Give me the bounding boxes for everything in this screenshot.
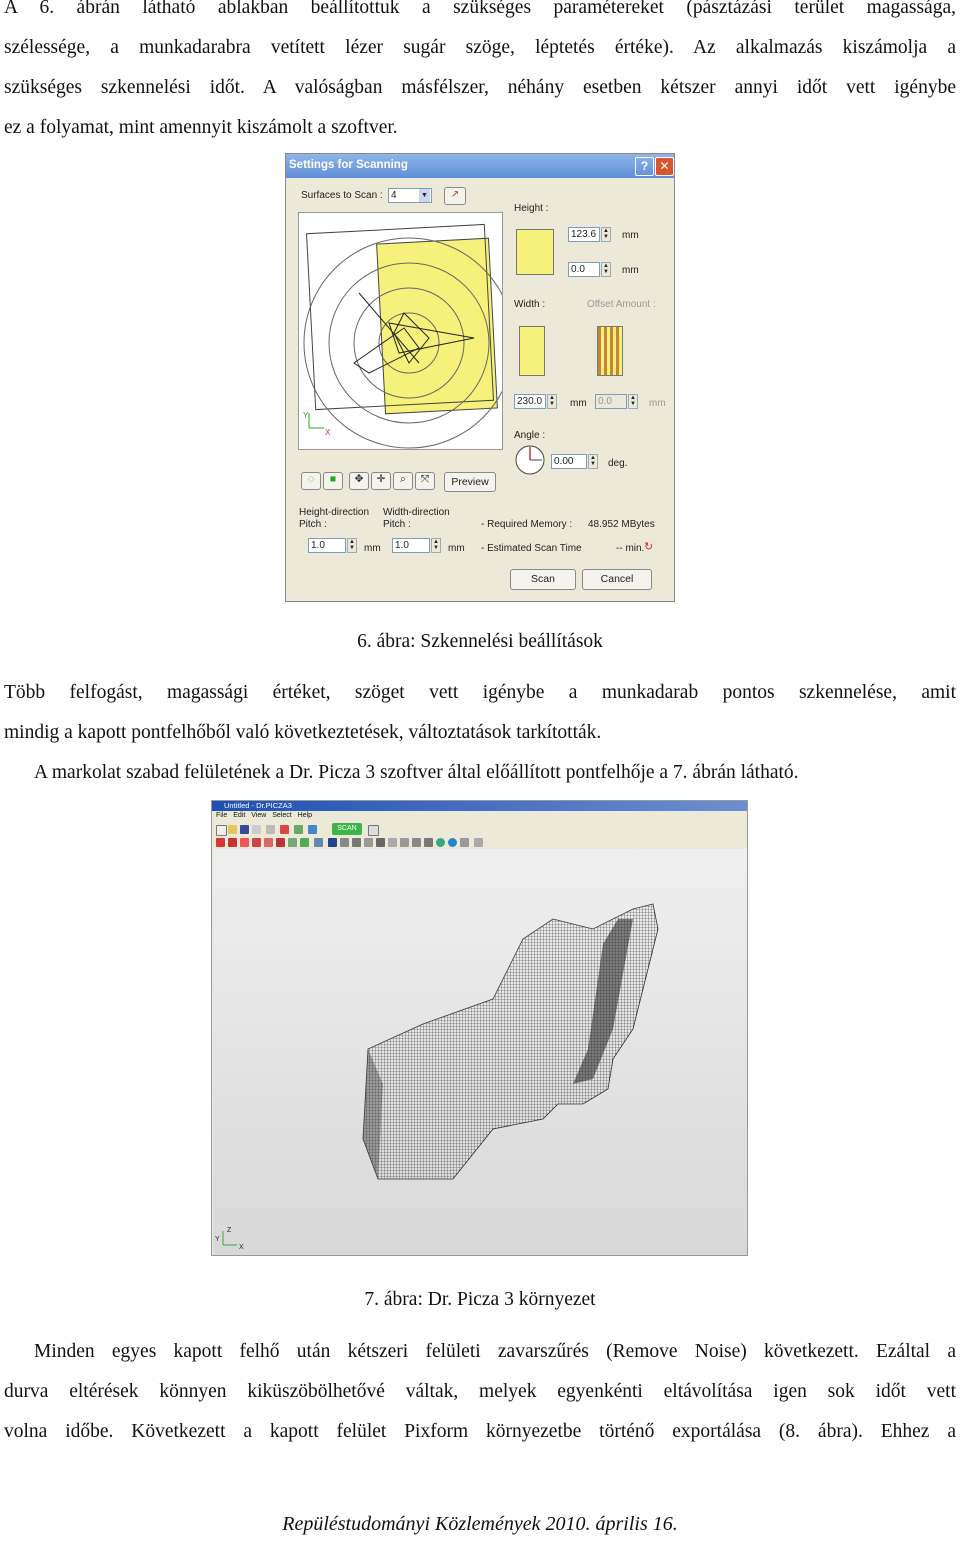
undo-icon[interactable] (280, 825, 289, 834)
front-view-icon[interactable] (424, 838, 433, 847)
scan-button[interactable]: SCAN (332, 823, 362, 835)
paragraph-noise (4, 1332, 956, 1452)
text-line: szélessége, a munkadarabra vetített lézer sugár szöge, léptetés értéke). Az alkalmazás kiszámolja a (4, 37, 956, 58)
offset-swatch (597, 326, 623, 376)
paragraph-scanning (4, 673, 956, 793)
scan-time-label: - Estimated Scan Time (481, 543, 582, 554)
delete-icon[interactable] (240, 838, 249, 847)
rotate-icon[interactable] (276, 838, 285, 847)
axis-x-label: X (325, 428, 331, 437)
chevron-down-icon: ▼ (419, 189, 430, 202)
axis-icon[interactable] (228, 838, 237, 847)
angle-dial-icon[interactable] (514, 444, 546, 476)
fit-icon[interactable] (412, 838, 421, 847)
axis-y-label: Y (303, 411, 309, 420)
offset-amount-label: Offset Amount : (587, 299, 656, 310)
color-icon[interactable] (436, 838, 445, 847)
width-pitch-unit: mm (448, 543, 465, 554)
align-icon[interactable] (252, 838, 261, 847)
preview-button[interactable]: Preview (444, 472, 496, 492)
scale-icon[interactable] (264, 838, 273, 847)
measure-icon[interactable] (216, 838, 225, 847)
height-offset-input[interactable]: 0.0 (568, 262, 600, 277)
menu-edit[interactable]: Edit (233, 812, 246, 819)
height-pitch-label: Height-direction (299, 507, 370, 518)
pointer-icon[interactable] (294, 825, 303, 834)
height-pitch-spinner[interactable]: ▲ ▼ (347, 538, 357, 553)
height-input[interactable]: 123.6 (568, 227, 600, 242)
angle-input[interactable]: 0.00 (551, 454, 587, 469)
scan-button[interactable]: Scan (510, 569, 576, 590)
offset-unit: mm (649, 398, 666, 409)
text-line: mindig a kapott pontfelhőből való következtetések, változtatások tarkították. (4, 722, 602, 743)
box-icon[interactable] (364, 838, 373, 847)
height-pitch-unit: mm (364, 543, 381, 554)
shade-icon[interactable] (448, 838, 457, 847)
width-swatch (519, 326, 545, 376)
picza-toolbar-1 (214, 823, 514, 837)
text-line: Minden egyes kapott felhő után kétszeri felületi zavarszűrés (Remove Noise) következett. Ezáltal a (34, 1341, 956, 1362)
height-unit: mm (622, 230, 639, 241)
angle-spinner[interactable]: ▲ ▼ (588, 454, 598, 469)
height-pitch-input[interactable]: 1.0 (308, 538, 346, 553)
tool-icon[interactable] (308, 825, 317, 834)
picza-titlebar: Untitled - Dr.PICZA3 (212, 801, 747, 811)
width-pitch-input[interactable]: 1.0 (392, 538, 430, 553)
rotate-view-icon[interactable] (400, 838, 409, 847)
text-line: ez a folyamat, mint amennyit kiszámolt a szoftver. (4, 117, 398, 138)
pan-icon[interactable] (376, 838, 385, 847)
paragraph-intro (4, 0, 956, 148)
print-icon[interactable] (252, 825, 261, 834)
mesh-icon[interactable] (300, 838, 309, 847)
filter-icon[interactable] (314, 838, 323, 847)
required-memory-label: - Required Memory : (481, 519, 573, 530)
open-folder-icon[interactable] (228, 825, 237, 834)
select-circle-icon[interactable]: ◌ (301, 472, 321, 490)
figure-7-caption: 7. ábra: Dr. Picza 3 környezet (364, 1289, 596, 1310)
surface-arrow-icon: ↗ (450, 189, 460, 200)
text-line: Több felfogást, magassági értéket, szöget vett igénybe a munkadarab pontos szkennelése, amit (4, 682, 956, 703)
axis-x-label: X (239, 1244, 244, 1251)
surfaces-select[interactable] (388, 188, 432, 203)
zoom-icon[interactable] (388, 838, 397, 847)
dialog-title: Settings for Scanning (289, 159, 408, 171)
height-spinner[interactable]: ▲ ▼ (601, 227, 611, 242)
angle-unit: deg. (608, 458, 628, 469)
help-button[interactable]: ? (635, 157, 654, 176)
offset-spinner[interactable]: ▲ ▼ (628, 394, 638, 409)
offset-input[interactable]: 0.0 (595, 394, 627, 409)
width-label: Width : (514, 299, 546, 310)
points-icon[interactable] (352, 838, 361, 847)
width-input[interactable]: 230.0 (514, 394, 546, 409)
grid-icon[interactable] (288, 838, 297, 847)
menu-file[interactable]: File (216, 812, 228, 819)
settings-icon[interactable] (368, 825, 379, 836)
scan-preview[interactable] (298, 212, 503, 450)
light-icon[interactable] (460, 838, 469, 847)
height-pitch-label-2: Pitch : (299, 519, 327, 530)
settings-dialog (285, 153, 675, 602)
info-icon[interactable] (474, 838, 483, 847)
height-offset-unit: mm (622, 265, 639, 276)
menu-select[interactable]: Select (272, 812, 292, 819)
axis-y-label: Y (215, 1236, 220, 1243)
menu-help[interactable]: Help (297, 812, 313, 819)
width-unit: mm (570, 398, 587, 409)
fit-view-icon[interactable]: ⤧ (415, 472, 435, 490)
close-button[interactable]: ✕ (655, 157, 674, 176)
scan-preview-drawing (299, 213, 502, 449)
text-line: durva eltérések könnyen kiküszöbölhetővé váltak, melyek egyenkénti eltávolítása igen sok időt vett (4, 1381, 956, 1402)
picza-menubar (212, 811, 747, 821)
text-line: A 6. ábrán látható ablakban beállítottuk a szükséges paramétereket (pásztázási terület magassága, (4, 0, 956, 18)
angle-label: Angle : (514, 430, 546, 441)
text-line: szükséges szkennelési időt. A valóságban másfélszer, néhány esetben kétszer annyi időt vett igénybe (4, 77, 956, 98)
zoom-icon[interactable]: ⌕ (393, 472, 413, 490)
menu-view[interactable]: View (251, 812, 267, 819)
select-rect-icon[interactable]: ■ (323, 472, 343, 490)
pan-icon[interactable]: ✛ (371, 472, 391, 490)
text-line: A markolat szabad felületének a Dr. Picza 3 szoftver által előállított pontfelhője a 7. ábrán látható. (34, 762, 799, 783)
wireframe-icon[interactable] (340, 838, 349, 847)
width-pitch-spinner[interactable]: ▲ ▼ (431, 538, 441, 553)
new-file-icon[interactable] (216, 825, 227, 836)
axis-z-label: Z (227, 1227, 232, 1234)
move-icon[interactable]: ✥ (349, 472, 369, 490)
text-line: volna időbe. Következett a kapott felület Pixform környezetbe történő exportálása (8. ábra). Ehhez a (4, 1421, 956, 1442)
save-icon[interactable] (240, 825, 249, 834)
3d-viewport[interactable] (213, 849, 747, 1255)
required-memory-value: 48.952 MBytes (588, 519, 655, 530)
width-pitch-label-2: Pitch : (383, 519, 411, 530)
page-footer: Repüléstudományi Közlemények 2010. április 16. (282, 1513, 678, 1535)
surface-tool-button[interactable] (444, 187, 466, 205)
picza-window (211, 800, 748, 1256)
height-swatch (516, 229, 554, 275)
surface-icon[interactable] (328, 838, 337, 847)
surfaces-value: 4 (391, 190, 397, 201)
point-cloud-mesh (213, 849, 747, 1255)
width-spinner[interactable]: ▲ ▼ (547, 394, 557, 409)
height-label: Height : (514, 203, 549, 214)
view-toolbar (301, 472, 449, 492)
cancel-button[interactable]: Cancel (582, 569, 652, 590)
cut-icon[interactable] (266, 825, 275, 834)
refresh-time-icon[interactable]: ↻ (644, 541, 654, 553)
surfaces-label: Surfaces to Scan : (301, 190, 383, 201)
width-pitch-label: Width-direction (383, 507, 450, 518)
scan-time-value: -- min. (616, 543, 645, 554)
height-offset-spinner[interactable]: ▲ ▼ (601, 262, 611, 277)
dialog-titlebar (286, 154, 674, 178)
figure-6-caption: 6. ábra: Szkennelési beállítások (357, 631, 603, 652)
